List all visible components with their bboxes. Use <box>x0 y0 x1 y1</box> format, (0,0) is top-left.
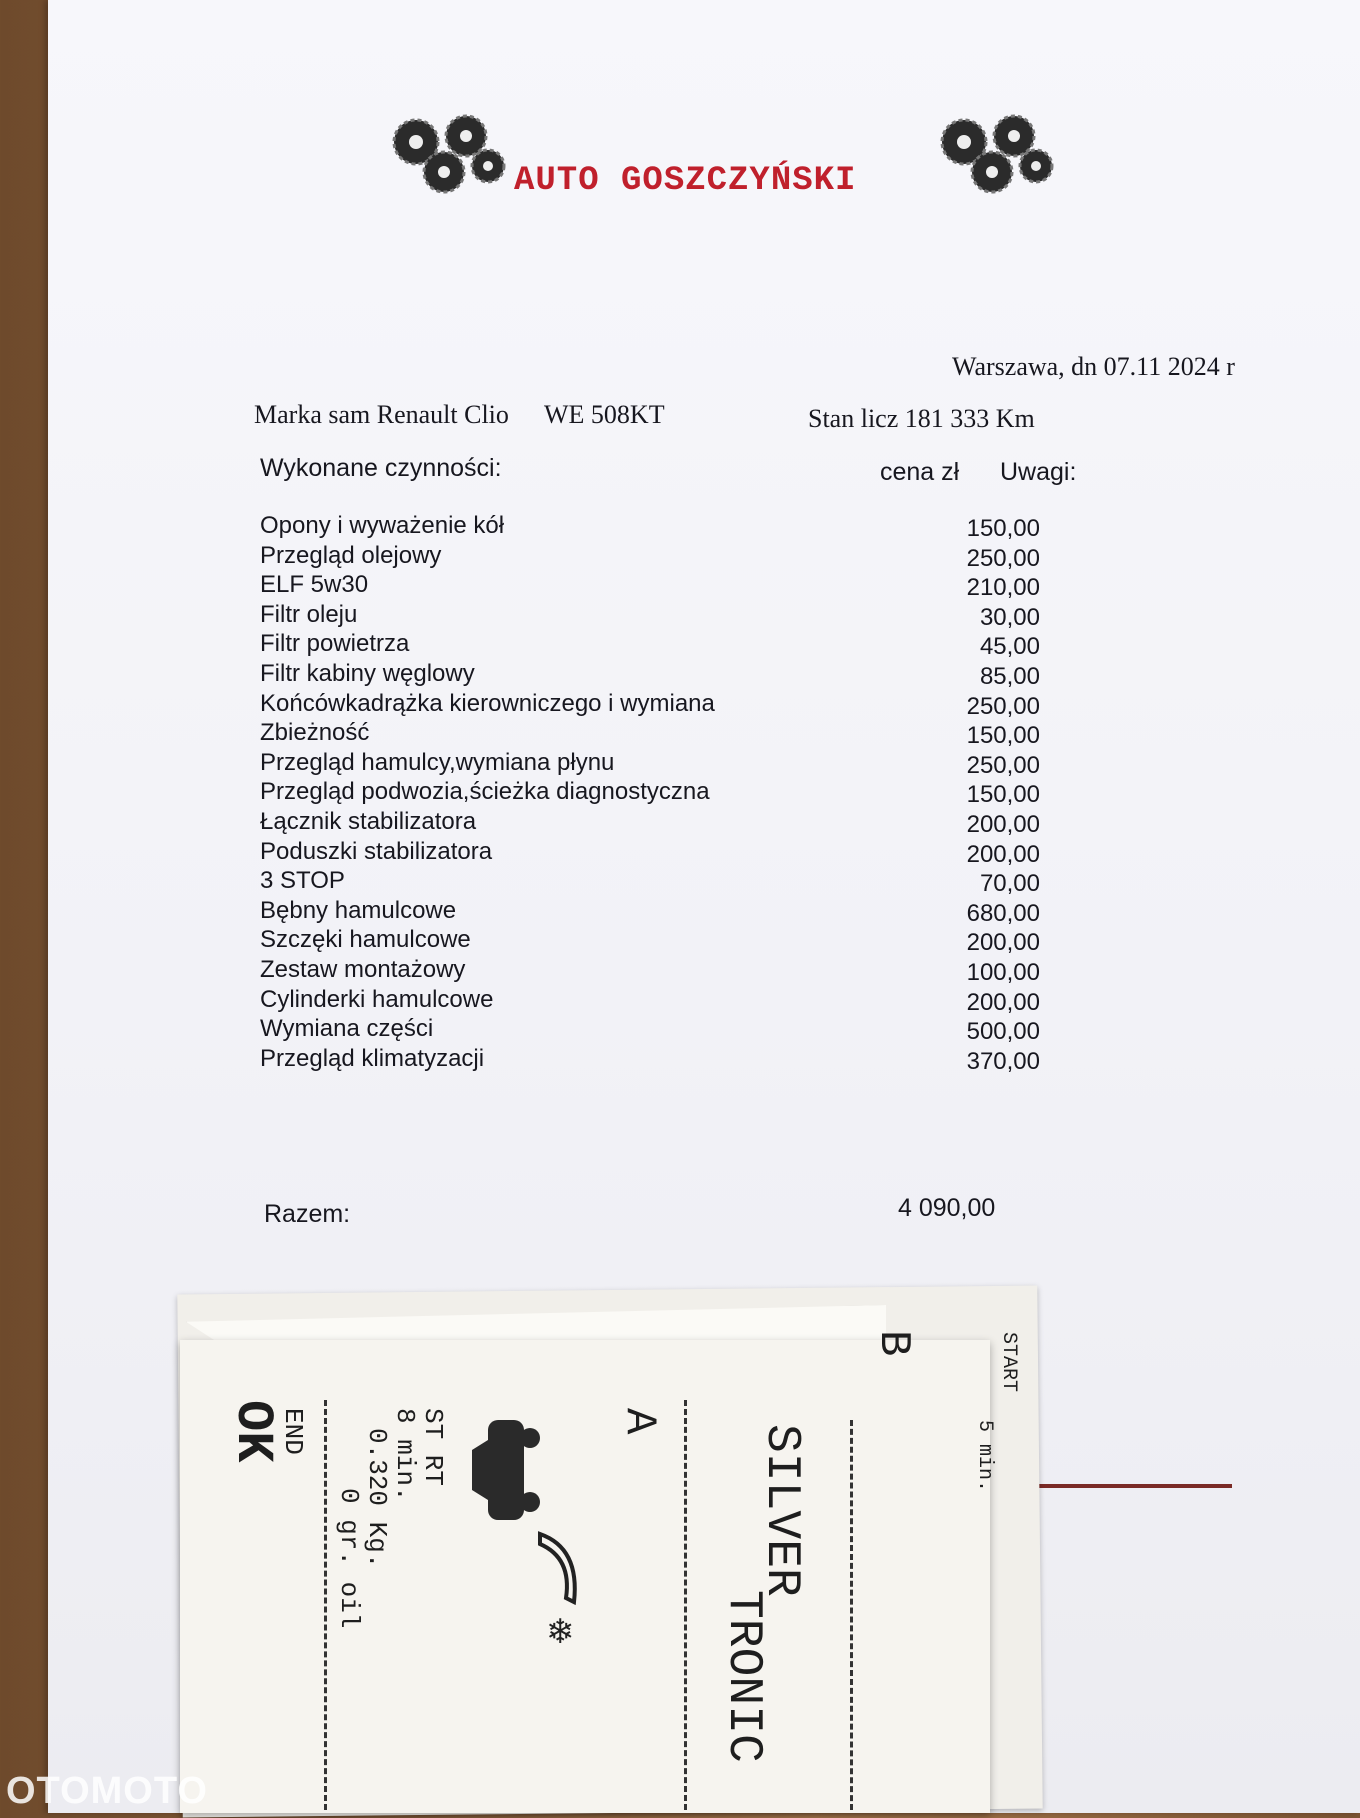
gears-icon <box>932 110 1062 196</box>
receipt-start: ST RT <box>418 1408 448 1487</box>
service-row <box>260 956 1040 986</box>
service-name: Filtr oleju <box>260 600 358 628</box>
service-row <box>260 719 1040 749</box>
receipt-letter-a: A <box>614 1408 664 1435</box>
service-price: 150,00 <box>966 781 1040 809</box>
service-name: Bębny hamulcowe <box>260 896 457 924</box>
service-list <box>260 512 1040 1074</box>
service-price: 370,00 <box>966 1047 1040 1075</box>
receipt-ok: OK <box>223 1400 282 1463</box>
service-price: 680,00 <box>966 899 1040 927</box>
gears-icon <box>384 110 514 196</box>
service-price: 150,00 <box>966 515 1040 542</box>
service-price: 85,00 <box>979 662 1040 690</box>
service-name: Szczęki hamulcowe <box>260 926 471 954</box>
service-price: 250,00 <box>966 751 1040 779</box>
service-name: Łącznik stabilizatora <box>260 807 477 835</box>
service-row <box>260 1045 1040 1075</box>
receipt-letter-b: B <box>868 1330 918 1357</box>
service-name: Filtr kabiny węglowy <box>260 659 475 687</box>
service-row <box>260 867 1040 897</box>
service-name: Filtr powietrza <box>260 630 410 658</box>
service-price: 200,00 <box>966 840 1040 868</box>
receipt-dashed-rule <box>850 1420 853 1810</box>
service-row <box>260 808 1040 838</box>
service-price: 150,00 <box>966 722 1040 750</box>
service-price: 500,00 <box>966 1018 1040 1046</box>
place-date: Warszawa, dn 07.11 2024 r <box>952 352 1235 381</box>
service-price: 200,00 <box>966 810 1040 838</box>
notes-column-header: Uwagi: <box>1000 458 1077 486</box>
service-name: Zestaw montażowy <box>260 955 466 983</box>
total-value: 4 090,00 <box>898 1194 996 1222</box>
service-row <box>260 749 1040 779</box>
receipt-start-2: START <box>997 1332 1020 1393</box>
service-row <box>260 1015 1040 1045</box>
receipt-weight: 0.320 Kg. <box>362 1428 392 1569</box>
service-row <box>260 690 1040 720</box>
receipt-tronic: TRONIC <box>716 1590 770 1763</box>
services-heading: Wykonane czynności: <box>260 454 502 482</box>
receipt-dashed-rule <box>684 1400 687 1810</box>
service-name: Wymiana części <box>260 1015 434 1043</box>
watermark: OTOMOTO <box>6 1770 208 1812</box>
service-name: Przegląd olejowy <box>260 541 442 569</box>
service-price: 250,00 <box>966 692 1040 720</box>
total-label: Razem: <box>264 1200 351 1228</box>
receipt-oil: 0 gr. oil <box>334 1488 364 1629</box>
service-name: Przegląd podwozia,ścieżka diagnostyczna <box>260 778 710 806</box>
service-row <box>260 986 1040 1016</box>
receipt-time: 8 min. <box>390 1408 420 1502</box>
brand-name: AUTO GOSZCZYŃSKI <box>514 162 857 200</box>
service-price: 70,00 <box>979 870 1040 898</box>
service-row <box>260 601 1040 631</box>
service-row <box>260 571 1040 601</box>
snowflake-icon: ❄ <box>546 1613 575 1651</box>
vehicle-make: Marka sam Renault Clio <box>254 400 509 429</box>
service-name: Przegląd klimatyzacji <box>260 1044 485 1072</box>
service-name: Końcówkadrążka kierowniczego i wymiana <box>260 689 715 717</box>
brand-logo <box>48 110 1360 200</box>
car-icon <box>472 1410 542 1530</box>
service-price: 250,00 <box>966 544 1040 572</box>
service-name: Opony i wyważenie kół <box>260 512 505 539</box>
wiper-icon <box>534 1528 586 1608</box>
service-row <box>260 897 1040 927</box>
service-name: Zbieżność <box>260 719 370 747</box>
receipt-dashed-rule <box>324 1400 327 1810</box>
service-row <box>260 542 1040 572</box>
service-row <box>260 778 1040 808</box>
service-price: 210,00 <box>966 574 1040 602</box>
service-row <box>260 926 1040 956</box>
receipt-min-2: 5 min. <box>973 1420 996 1493</box>
price-column-header: cena zł <box>880 458 960 486</box>
service-name: Poduszki stabilizatora <box>260 837 493 865</box>
service-name: Przegląd hamulcy,wymiana płynu <box>260 748 615 776</box>
service-price: 200,00 <box>966 988 1040 1016</box>
service-price: 100,00 <box>966 958 1040 986</box>
service-name: ELF 5w30 <box>260 571 369 599</box>
service-row <box>260 630 1040 660</box>
service-price: 45,00 <box>979 633 1040 661</box>
odometer-reading: Stan licz 181 333 Km <box>808 404 1035 433</box>
service-name: Cylinderki hamulcowe <box>260 985 494 1013</box>
service-name: 3 STOP <box>260 867 345 895</box>
license-plate: WE 508KT <box>544 400 665 429</box>
service-row <box>260 512 1040 542</box>
service-row <box>260 660 1040 690</box>
service-row <box>260 838 1040 868</box>
divider-line <box>1020 1484 1232 1488</box>
service-price: 200,00 <box>966 929 1040 957</box>
receipt-end: END <box>278 1408 308 1455</box>
service-price: 30,00 <box>979 603 1040 631</box>
receipt-silver: SILVER <box>754 1424 808 1597</box>
